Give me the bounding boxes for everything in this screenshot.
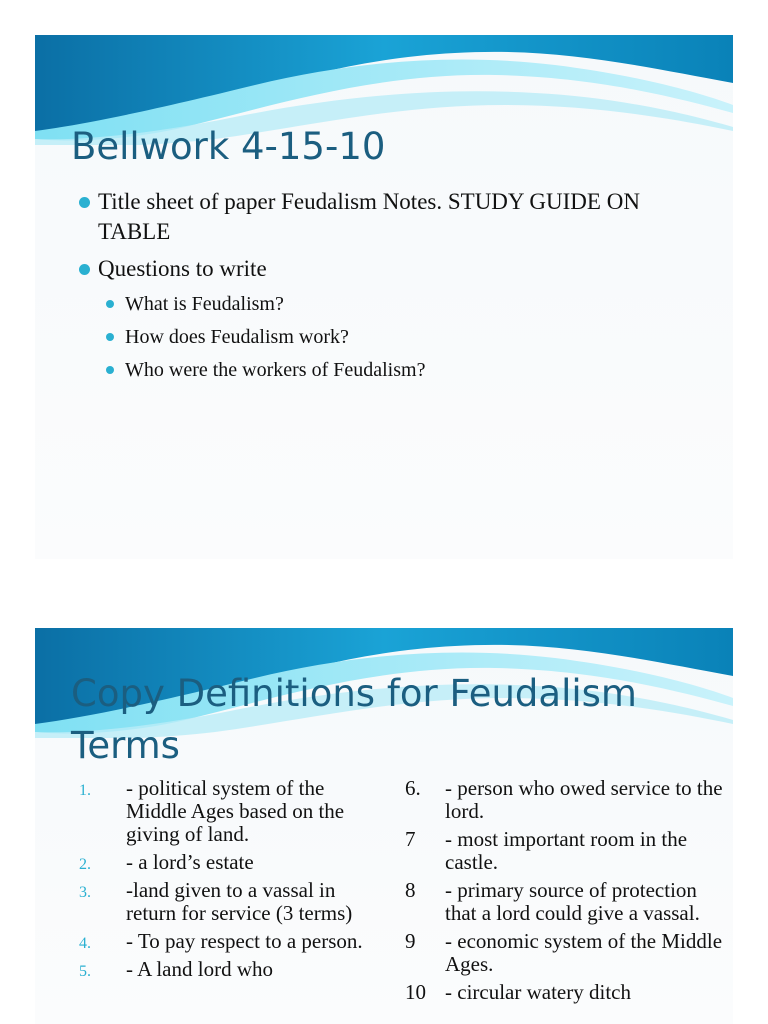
definition-item xyxy=(79,958,379,981)
sub-bullet-text: Who were the workers of Feudalism? xyxy=(125,359,426,381)
slide-1 xyxy=(35,35,733,559)
bullet-dot-icon xyxy=(106,300,114,308)
definition-item xyxy=(405,879,725,925)
slide-title: Bellwork 4-15-10 xyxy=(71,125,386,168)
bullet-dot-icon xyxy=(106,333,114,341)
definition-text: - a lord’s estate xyxy=(126,850,254,874)
definition-text: - primary source of protection that a lord could give a vassal. xyxy=(445,878,700,925)
sub-bullet-text: How does Feudalism work? xyxy=(125,326,349,348)
item-number: 7 xyxy=(405,827,416,851)
definition-text: - economic system of the Middle Ages. xyxy=(445,929,723,976)
definition-text: - To pay respect to a person. xyxy=(126,929,363,953)
definitions-left-column xyxy=(79,777,379,986)
bullet-dot-icon xyxy=(79,264,90,275)
sub-bullet-item xyxy=(79,291,699,317)
item-number: 6. xyxy=(405,776,421,800)
bullet-dot-icon xyxy=(79,197,90,208)
item-number: 3. xyxy=(79,884,91,901)
definition-text: - person who owed service to the lord. xyxy=(445,776,723,823)
definition-item xyxy=(79,930,379,953)
item-number: 4. xyxy=(79,935,91,952)
slide-title: Copy Definitions for Feudalism Terms xyxy=(71,672,637,767)
definition-text: - political system of the Middle Ages based on the giving of land. xyxy=(126,776,345,846)
definition-item xyxy=(405,930,725,976)
item-number: 8 xyxy=(405,878,416,902)
definition-item xyxy=(79,777,379,846)
bullet-text: Questions to write xyxy=(98,256,267,281)
sub-bullet-item xyxy=(79,324,699,350)
definition-item xyxy=(405,828,725,874)
bullet-item xyxy=(79,187,699,247)
item-number: 1. xyxy=(79,782,91,799)
definition-item xyxy=(79,851,379,874)
definitions-right-column xyxy=(405,777,725,1009)
sub-bullet-text: What is Feudalism? xyxy=(125,293,284,315)
item-number: 10 xyxy=(405,980,426,1004)
slide-2 xyxy=(35,628,733,1024)
definition-text: - A land lord who xyxy=(126,957,273,981)
definition-item xyxy=(405,981,725,1004)
bullet-item xyxy=(79,254,699,284)
item-number: 2. xyxy=(79,856,91,873)
sub-bullet-item xyxy=(79,357,699,383)
bullet-text: Title sheet of paper Feudalism Notes. STUDY GUIDE ON TABLE xyxy=(98,189,640,244)
definition-item xyxy=(405,777,725,823)
definition-text: -land given to a vassal in return for service (3 terms) xyxy=(126,878,353,925)
item-number: 5. xyxy=(79,963,91,980)
item-number: 9 xyxy=(405,929,416,953)
definition-text: - circular watery ditch xyxy=(445,980,631,1004)
bullet-dot-icon xyxy=(106,366,114,374)
bullet-list xyxy=(79,187,699,390)
definition-text: - most important room in the castle. xyxy=(445,827,688,874)
definition-item xyxy=(79,879,379,925)
